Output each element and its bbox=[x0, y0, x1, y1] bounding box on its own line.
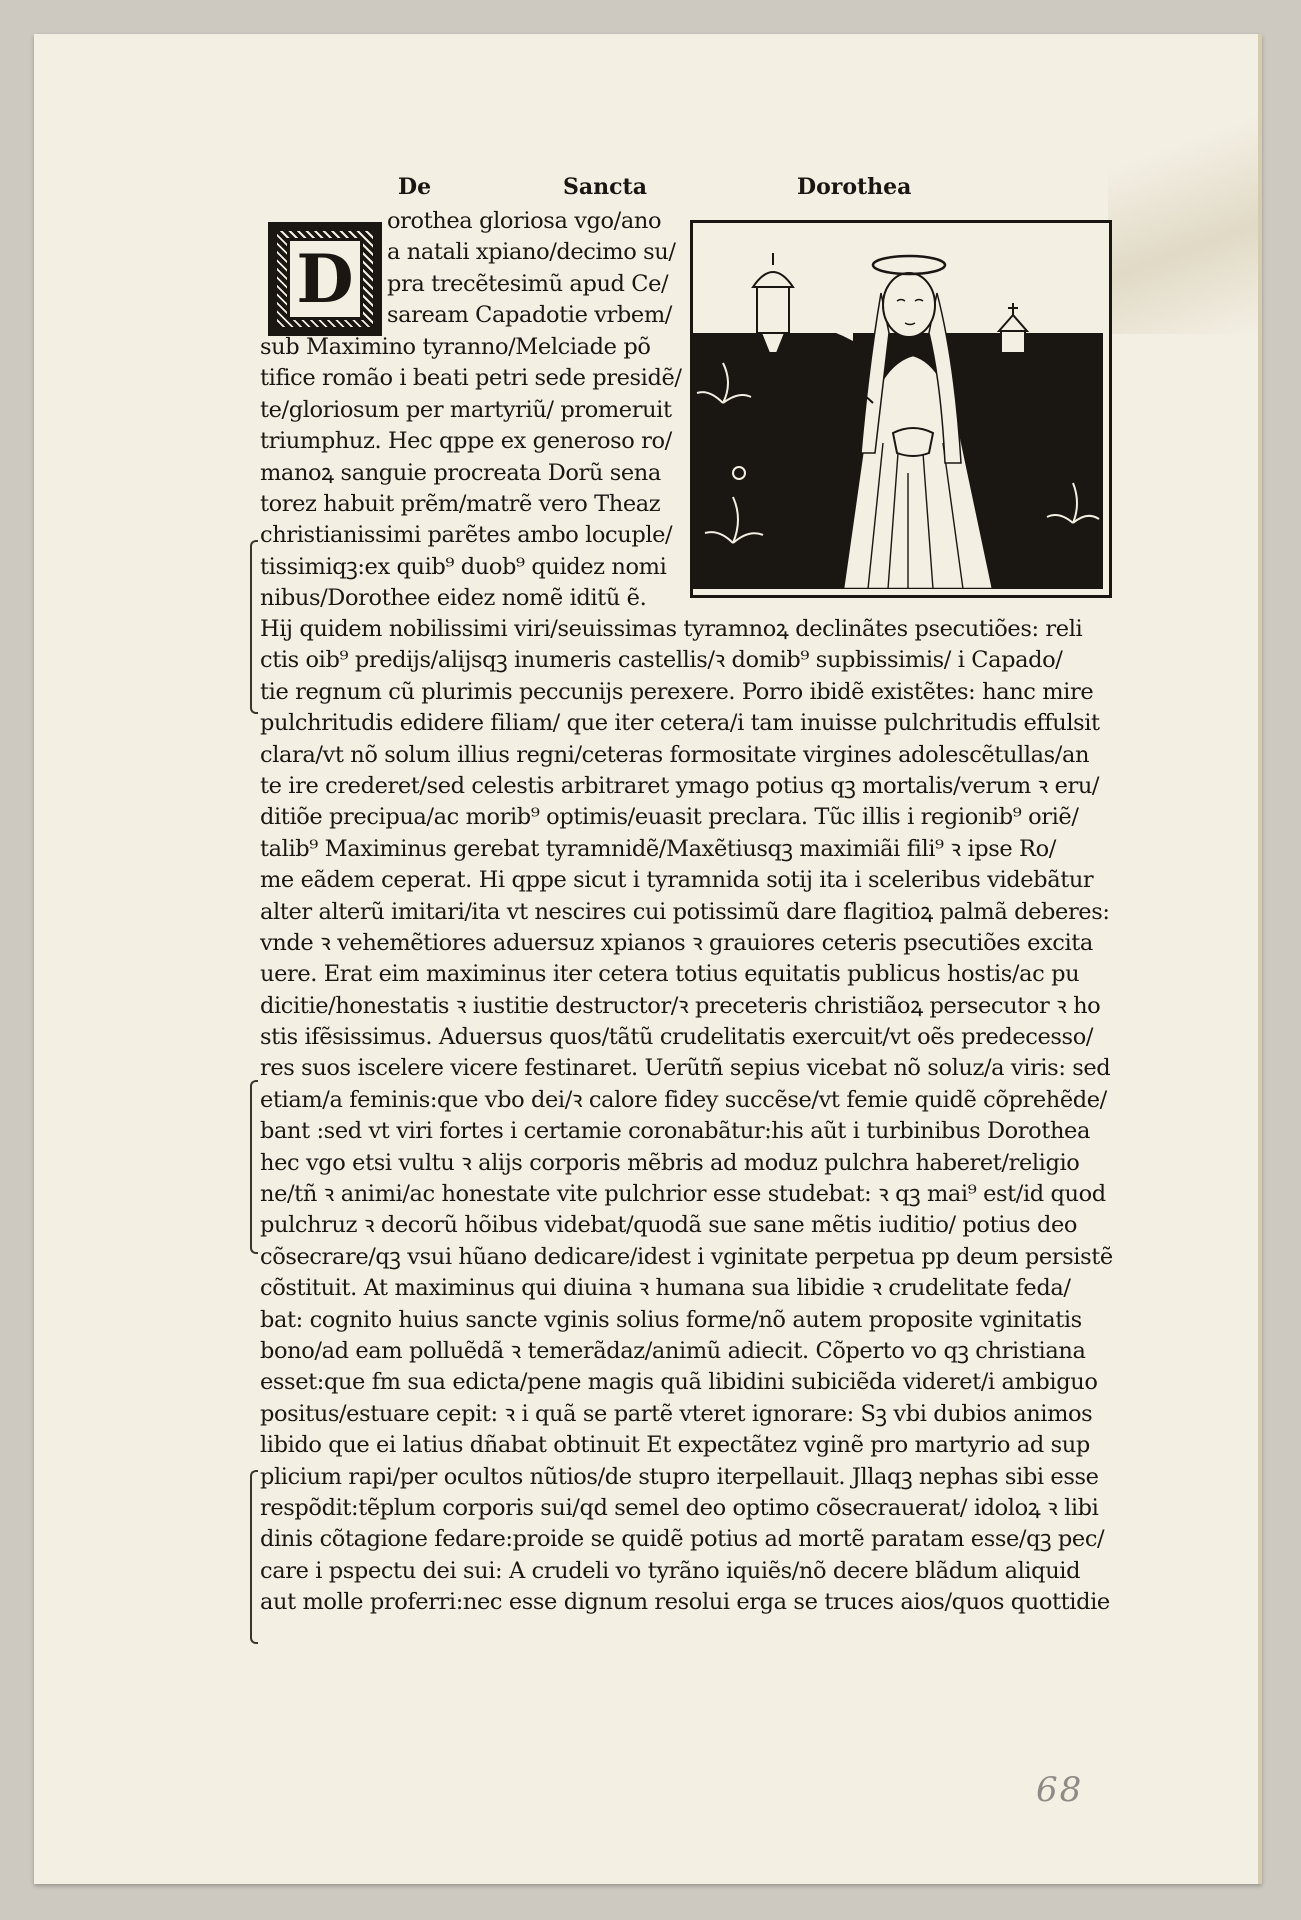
text-line: bono/ad eam polluẽdã ꝛ temerãdaz/animũ adiecit. Cõperto vo qꝫ christiana bbox=[260, 1337, 1086, 1364]
text-line: te ire crederet/sed celestis arbitraret ymago potius qꝫ mortalis/verum ꝛ eru/ bbox=[260, 772, 1100, 799]
text-line: orothea gloriosa vgo/ano bbox=[387, 208, 662, 234]
text-line: respõdit:tẽplum corporis sui/qd semel deo optimo cõsecrauerat/ idoloꝝ ꝛ libi bbox=[260, 1494, 1099, 1521]
decorated-initial bbox=[268, 222, 382, 336]
drop-cap-letter: D bbox=[287, 238, 363, 320]
text-line: te/gloriosum per martyriũ/ promeruit bbox=[260, 396, 672, 423]
margin-bracket bbox=[250, 1080, 258, 1254]
text-line: positus/estuare cepit: ꝛ i quã se partẽ vteret ignorare: Sꝫ vbi dubios animos bbox=[260, 1400, 1093, 1427]
woodcut-saint-dorothea-icon bbox=[690, 220, 1112, 598]
margin-bracket bbox=[250, 1470, 258, 1644]
text-line: hec vgo etsi vultu ꝛ alijs corporis mẽbris ad moduz pulchra haberet/religio bbox=[260, 1149, 1080, 1176]
text-line: pra trecẽtesimũ apud Ce/ bbox=[387, 270, 669, 297]
text-line: cõsecrare/qꝫ vsui hũano dedicare/idest i vginitate perpetua pp deum persistẽ bbox=[260, 1243, 1113, 1270]
paper-stain bbox=[1108, 114, 1258, 334]
text-line: bant :sed vt viri fortes i certamie coronabãtur:his aũt i turbinibus Dorothea bbox=[260, 1118, 1090, 1145]
text-line: plicium rapi/per ocultos nũtios/de stupro iterpellauit. Jllaqꝫ nephas sibi esse bbox=[260, 1463, 1099, 1490]
text-column-beside-woodcut bbox=[260, 332, 685, 615]
text-line: aut molle proferri:nec esse dignum resolui erga se truces aios/quos quottidie bbox=[260, 1589, 1110, 1616]
margin-bracket bbox=[250, 540, 258, 714]
running-header bbox=[0, 174, 1301, 204]
text-line: ctis oib⁹ predijs/alijsqꝫ inumeris castellis/ꝛ domib⁹ supbissimis/ i Capado/ bbox=[260, 647, 1063, 674]
text-line: res suos iscelere vicere festinaret. Uerũtñ sepius vicebat nõ soluz/a viris: sed bbox=[260, 1055, 1111, 1082]
text-line: uere. Erat eim maximinus iter cetera totius equitatis publicus hostis/ac pu bbox=[260, 961, 1080, 988]
header-center: Sancta bbox=[563, 174, 647, 200]
text-line: bat: cognito huius sancte vginis solius forme/nõ autem proposite vginitatis bbox=[260, 1306, 1082, 1333]
text-line: ne/tñ ꝛ animi/ac honestate vite pulchrior esse studebat: ꝛ qꝫ mai⁹ est/id quod bbox=[260, 1181, 1106, 1208]
text-line: manoꝝ sanguie procreata Dorũ sena bbox=[260, 459, 661, 486]
text-line: ditiõe precipua/ac morib⁹ optimis/euasit preclara. Tũc illis i regionib⁹ oriẽ/ bbox=[260, 804, 1079, 831]
text-line: sub Maximino tyranno/Melciade põ bbox=[260, 334, 651, 360]
text-line: cõstituit. At maximinus qui diuina ꝛ humana sua libidie ꝛ crudelitate feda/ bbox=[260, 1275, 1071, 1302]
text-line: pulchritudis edidere filiam/ que iter cetera/i tam inuisse pulchritudis effulsit bbox=[260, 710, 1100, 737]
main-text-block bbox=[260, 614, 1130, 1619]
text-line: triumphuz. Hec qppe ex generoso ro/ bbox=[260, 428, 672, 455]
text-line: libido que ei latius dñabat obtinuit Et expectãtez vginẽ pro martyrio ad sup bbox=[260, 1432, 1090, 1459]
text-line: vnde ꝛ vehemẽtiores aduersuz xpianos ꝛ grauiores ceteris psecutiões excita bbox=[260, 929, 1093, 956]
text-line: esset:que fm sua edicta/pene magis quã libidini subiciẽda videret/i ambiguo bbox=[260, 1369, 1098, 1396]
text-line: Hij quidem nobilissimi viri/seuissimas tyramnoꝝ declinãtes psecutiões: reli bbox=[260, 616, 1083, 642]
text-line: dinis cõtagione fedare:proide se quidẽ potius ad mortẽ paratam esse/qꝫ pec/ bbox=[260, 1526, 1105, 1553]
text-line: talib⁹ Maximinus gerebat tyramnidẽ/Maxẽtiusqꝫ maximiãi fili⁹ ꝛ ipse Ro/ bbox=[260, 835, 1056, 862]
text-line: stis ifẽsissimus. Aduersus quos/tãtũ crudelitatis exercuit/vt oẽs predecesso/ bbox=[260, 1024, 1094, 1051]
text-line: me eãdem ceperat. Hi qppe sicut i tyramnida sotij ita i sceleribus videbãtur bbox=[260, 867, 1094, 894]
pencil-folio-note: 68 bbox=[1036, 1770, 1084, 1810]
text-line: tissimiqꝫ:ex quib⁹ duob⁹ quidez nomi bbox=[260, 553, 667, 580]
text-line: nibus/Dorothee eidez nomẽ iditũ ẽ. bbox=[260, 585, 647, 612]
text-line: pulchruz ꝛ decorũ hõibus videbat/quodã sue sane mẽtis iuditio/ potius deo bbox=[260, 1212, 1078, 1239]
text-line: tie regnum cũ plurimis peccunijs perexere. Porro ibidẽ existẽtes: hanc mire bbox=[260, 678, 1094, 705]
text-line: clara/vt nõ solum illius regni/ceteras formositate virgines adolescẽtullas/an bbox=[260, 741, 1090, 768]
header-left: De bbox=[398, 174, 432, 200]
text-line: torez habuit prẽm/matrẽ vero Theaz bbox=[260, 490, 661, 517]
header-right: Dorothea bbox=[797, 174, 912, 200]
text-line: tifice romão i beati petri sede presidẽ/ bbox=[260, 365, 682, 392]
text-column-beside-initial bbox=[387, 206, 683, 332]
text-line: dicitie/honestatis ꝛ iustitie destructor/ꝛ preceteris christiãoꝝ persecutor ꝛ ho bbox=[260, 992, 1101, 1019]
text-line: etiam/a feminis:que vbo dei/ꝛ calore fidey succẽse/vt femie quidẽ cõprehẽde/ bbox=[260, 1086, 1107, 1113]
text-line: care i pspectu dei sui: A crudeli vo tyrãno iquiẽs/nõ decere blãdum aliquid bbox=[260, 1557, 1081, 1584]
text-line: a natali xpiano/decimo su/ bbox=[387, 239, 676, 266]
text-line: saream Capadotie vrbem/ bbox=[387, 302, 672, 329]
text-line: christianissimi parẽtes ambo locuple/ bbox=[260, 522, 673, 549]
text-line: alter alterũ imitari/ita vt nescires cui potissimũ dare flagitioꝝ palmã deberes: bbox=[260, 898, 1110, 925]
